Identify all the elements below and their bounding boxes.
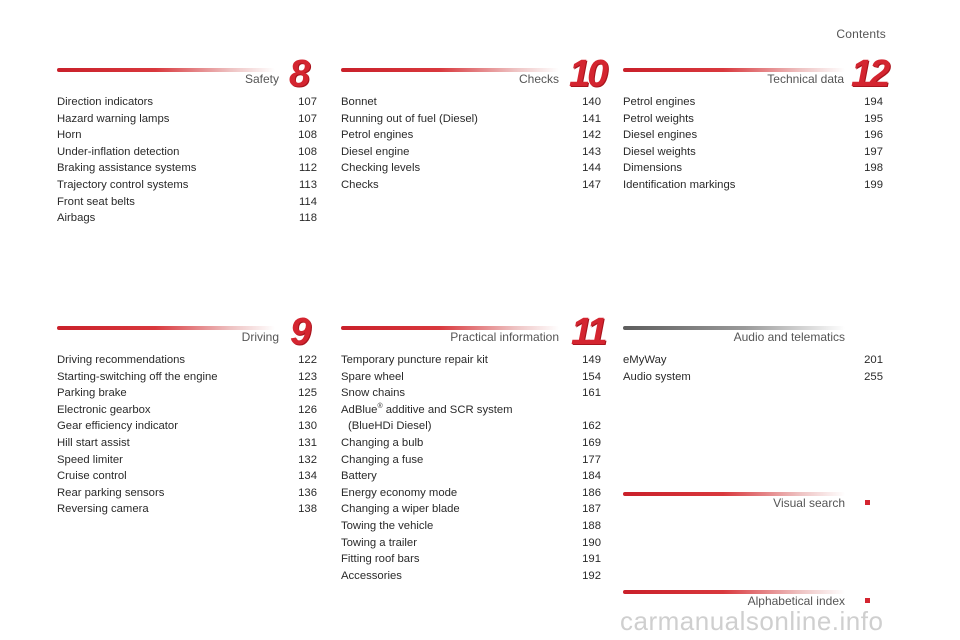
page-number: 184 xyxy=(582,470,601,483)
toc-entry[interactable] xyxy=(57,210,317,227)
page-number: 125 xyxy=(298,387,317,400)
section-visual-search[interactable] xyxy=(623,482,883,518)
toc-entry[interactable] xyxy=(57,160,317,177)
toc-entry[interactable] xyxy=(341,452,601,469)
entry-label: Parking brake xyxy=(57,387,127,400)
section-bar xyxy=(57,68,275,72)
entry-label: Battery xyxy=(341,470,377,483)
toc-entry[interactable] xyxy=(341,144,601,161)
entry-label: Running out of fuel (Diesel) xyxy=(341,112,478,125)
page-number: 132 xyxy=(298,453,317,466)
chapter-number: 10 xyxy=(569,53,606,95)
section-title: Alphabetical index xyxy=(747,594,845,608)
page-number: 186 xyxy=(582,486,601,499)
page-number: 138 xyxy=(298,503,317,516)
toc-entry[interactable] xyxy=(57,144,317,161)
page-number: 201 xyxy=(864,354,883,366)
chapter-marker xyxy=(865,598,870,603)
entry-label: Airbags xyxy=(57,212,96,225)
watermark: carmanualsonline.info xyxy=(620,606,884,636)
entry-list xyxy=(57,94,317,227)
page-number: 131 xyxy=(298,436,317,449)
entry-label: Direction indicators xyxy=(57,96,154,108)
section-title: Safety xyxy=(244,72,279,86)
toc-entry[interactable] xyxy=(341,402,601,435)
page-number: 107 xyxy=(298,112,317,125)
section-technical-data xyxy=(623,53,888,194)
toc-entry[interactable] xyxy=(341,435,601,452)
entry-label: Starting-switching off the engine xyxy=(57,370,218,383)
entry-label: Changing a fuse xyxy=(341,453,424,466)
page-title: Contents xyxy=(836,27,886,41)
page-number: 199 xyxy=(864,178,883,191)
entry-label: Towing the vehicle xyxy=(341,519,434,532)
entry-label: Petrol weights xyxy=(623,112,694,125)
section-safety xyxy=(57,53,317,227)
chapter-number: 11 xyxy=(571,311,605,353)
toc-entry[interactable] xyxy=(57,111,317,128)
toc-entry[interactable] xyxy=(57,352,317,369)
entry-label: Checking levels xyxy=(341,162,421,175)
toc-entry[interactable] xyxy=(57,468,317,485)
toc-entry[interactable] xyxy=(57,501,317,518)
toc-entry[interactable] xyxy=(623,94,883,111)
entry-label: Temporary puncture repair kit xyxy=(341,354,488,366)
page-number: 122 xyxy=(298,354,317,366)
entry-label: Speed limiter xyxy=(57,453,123,466)
entry-list xyxy=(623,94,883,194)
toc-entry[interactable] xyxy=(341,160,601,177)
toc-entry[interactable] xyxy=(57,177,317,194)
toc-entry[interactable] xyxy=(341,468,601,485)
entry-label: Cruise control xyxy=(57,470,127,483)
page-number: 134 xyxy=(298,470,317,483)
entry-label: additive and SCR system xyxy=(382,403,513,416)
toc-entry[interactable] xyxy=(57,402,317,419)
entry-label: Hazard warning lamps xyxy=(57,112,170,125)
toc-entry[interactable] xyxy=(341,485,601,502)
entry-label: Gear efficiency indicator xyxy=(57,420,178,433)
entry-label: Electronic gearbox xyxy=(57,403,151,416)
toc-entry[interactable] xyxy=(341,369,601,386)
toc-entry[interactable] xyxy=(623,127,883,144)
entry-label: Accessories xyxy=(341,569,402,582)
entry-label: Changing a bulb xyxy=(341,436,424,449)
chapter-marker xyxy=(865,500,870,505)
page-number: 107 xyxy=(298,96,317,108)
entry-label-line2: (BlueHDi Diesel) xyxy=(348,420,432,433)
toc-entry[interactable] xyxy=(341,385,601,402)
page-number: 154 xyxy=(582,370,601,383)
page-number: 113 xyxy=(298,178,317,191)
entry-label: Energy economy mode xyxy=(341,486,458,499)
entry-label: Petrol engines xyxy=(623,96,696,108)
toc-entry[interactable] xyxy=(57,385,317,402)
page-number: 108 xyxy=(298,129,317,142)
toc-entry[interactable] xyxy=(57,127,317,144)
toc-entry[interactable] xyxy=(341,352,601,369)
chapter-number: 9 xyxy=(290,311,309,353)
page-number: 191 xyxy=(582,553,601,566)
chapter-number: 12 xyxy=(851,53,888,95)
entry-list xyxy=(341,435,601,584)
toc-entry[interactable] xyxy=(341,111,601,128)
page-number: 161 xyxy=(582,387,601,400)
entry-label: Audio system xyxy=(623,370,691,383)
toc-entry[interactable] xyxy=(623,160,883,177)
page-number: 169 xyxy=(582,436,601,449)
entry-label: Diesel weights xyxy=(623,145,696,158)
entry-label: Reversing camera xyxy=(57,503,149,516)
section-title: Practical information xyxy=(450,330,559,344)
page-number: 192 xyxy=(582,569,601,582)
toc-entry[interactable] xyxy=(623,144,883,161)
section-title: Checks xyxy=(518,72,559,86)
page-number: 197 xyxy=(864,145,883,158)
toc-entry[interactable] xyxy=(57,94,317,111)
entry-list xyxy=(341,352,601,402)
page-number: 149 xyxy=(582,354,601,366)
toc-entry[interactable] xyxy=(623,111,883,128)
page-number: 142 xyxy=(582,129,601,142)
toc-entry[interactable] xyxy=(57,194,317,211)
toc-entry[interactable] xyxy=(341,177,601,194)
page-number: 126 xyxy=(298,403,317,416)
entry-label: Diesel engine xyxy=(341,145,410,158)
page-number: 255 xyxy=(864,370,883,383)
toc-entry[interactable] xyxy=(341,535,601,552)
toc-entry[interactable] xyxy=(341,568,601,585)
toc-entry[interactable] xyxy=(341,127,601,144)
toc-entry[interactable] xyxy=(341,551,601,568)
entry-label: eMyWay xyxy=(623,354,667,366)
entry-label: Spare wheel xyxy=(341,370,404,383)
section-title: Audio and telematics xyxy=(733,330,845,344)
entry-label: Trajectory control systems xyxy=(57,178,189,191)
entry-label: Dimensions xyxy=(623,162,683,175)
page-number: 188 xyxy=(582,519,601,532)
page-number: 140 xyxy=(582,96,601,108)
entry-label: Towing a trailer xyxy=(341,536,417,549)
page-number: 198 xyxy=(864,162,883,175)
toc-entry[interactable] xyxy=(57,435,317,452)
toc-entry[interactable] xyxy=(341,518,601,535)
page-number: 190 xyxy=(582,536,601,549)
page-number: 187 xyxy=(582,503,601,516)
toc-entry[interactable] xyxy=(623,177,883,194)
entry-label: Changing a wiper blade xyxy=(341,503,460,516)
page-number: 108 xyxy=(298,145,317,158)
entry-label: Snow chains xyxy=(341,387,406,400)
page-number: 114 xyxy=(298,195,317,208)
entry-label: Identification markings xyxy=(623,178,736,191)
section-title: Technical data xyxy=(767,72,844,86)
entry-label: Driving recommendations xyxy=(57,354,186,366)
section-audio-telematics xyxy=(623,316,883,385)
section-driving xyxy=(57,311,317,518)
entry-label: Rear parking sensors xyxy=(57,486,165,499)
section-title: Visual search xyxy=(773,496,845,510)
page-number: 144 xyxy=(582,162,601,175)
entry-label: Hill start assist xyxy=(57,436,130,449)
page-number: 162 xyxy=(582,420,601,433)
entry-label: Diesel engines xyxy=(623,129,698,142)
page-number: 118 xyxy=(298,212,317,225)
page-number: 196 xyxy=(864,129,883,142)
registered-mark: ® xyxy=(377,403,383,411)
page-number: 195 xyxy=(864,112,883,125)
page-number: 141 xyxy=(582,112,601,125)
section-practical-information xyxy=(341,311,605,584)
entry-label: Under-inflation detection xyxy=(57,145,180,158)
entry-label: Petrol engines xyxy=(341,129,414,142)
entry-label: Braking assistance systems xyxy=(57,162,197,175)
page-number: 130 xyxy=(298,420,317,433)
entry-list xyxy=(341,94,601,194)
toc-entry[interactable] xyxy=(623,352,883,369)
page-number: 147 xyxy=(582,178,601,191)
page-number: 123 xyxy=(298,370,317,383)
entry-label: AdBlue xyxy=(341,403,378,416)
entry-label: Front seat belts xyxy=(57,195,135,208)
page-number: 136 xyxy=(298,486,317,499)
entry-label: Fitting roof bars xyxy=(341,553,420,566)
entry-list xyxy=(57,352,317,518)
toc-entry[interactable] xyxy=(623,369,883,386)
page-number: 143 xyxy=(582,145,601,158)
entry-label: Horn xyxy=(57,129,82,142)
section-title: Driving xyxy=(241,330,279,344)
page-number: 194 xyxy=(864,96,883,108)
chapter-number: 8 xyxy=(289,53,308,95)
toc-entry[interactable] xyxy=(57,418,317,435)
toc-entry[interactable] xyxy=(57,452,317,469)
entry-label: Bonnet xyxy=(341,96,377,108)
toc-entry[interactable] xyxy=(341,501,601,518)
page-number: 112 xyxy=(298,162,317,175)
entry-list xyxy=(623,352,883,385)
page-number: 177 xyxy=(582,453,601,466)
toc-entry[interactable] xyxy=(341,94,601,111)
entry-label: Checks xyxy=(341,178,379,191)
toc-entry[interactable] xyxy=(57,485,317,502)
section-checks xyxy=(341,53,606,194)
toc-entry[interactable] xyxy=(57,369,317,386)
